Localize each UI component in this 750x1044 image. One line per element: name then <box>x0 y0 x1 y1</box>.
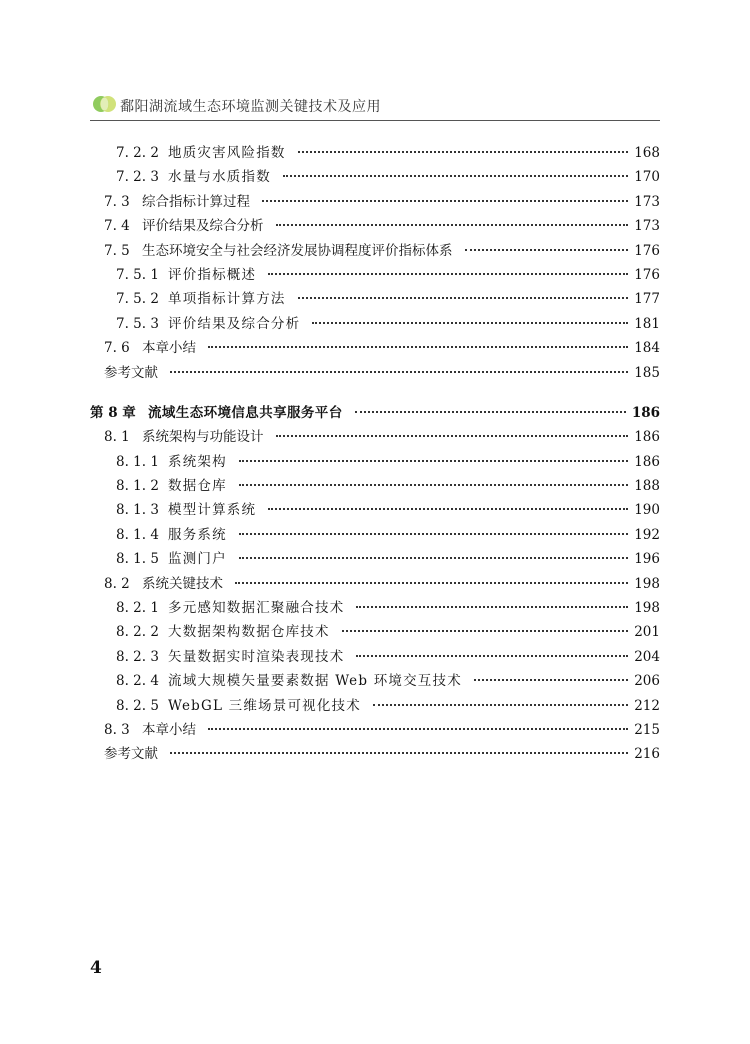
toc-entry-number: 7. 5 <box>104 242 130 259</box>
dot-leader <box>312 321 628 324</box>
toc-entry-page: 212 <box>634 697 660 714</box>
toc-entry-number: 8. 1. 4 <box>116 526 159 543</box>
toc-entry-number: 7. 5. 3 <box>116 315 159 332</box>
dot-leader <box>298 150 629 153</box>
toc-entry[interactable] <box>90 165 660 189</box>
dot-leader <box>239 532 628 535</box>
dot-leader <box>355 410 626 413</box>
toc-entry-number: 8. 2 <box>104 575 130 592</box>
dot-leader <box>208 345 628 348</box>
toc-entry[interactable] <box>90 572 660 596</box>
page-number: 4 <box>90 958 102 978</box>
toc-entry-number: 第 8 章 <box>90 404 136 421</box>
toc-entry-title: 评价结果及综合分析 <box>168 315 301 332</box>
toc-chapter-entry[interactable] <box>90 401 660 425</box>
dot-leader <box>268 507 628 510</box>
toc-entry-page: 198 <box>634 575 660 592</box>
dot-leader <box>474 678 628 681</box>
toc-entry[interactable] <box>90 312 660 336</box>
toc-entry-title: 本章小结 <box>142 340 196 357</box>
dot-leader <box>283 174 628 177</box>
toc-entry-number: 7. 5. 1 <box>116 266 159 283</box>
toc-entry-title: 水量与水质指数 <box>168 169 271 186</box>
toc-entry-title: 矢量数据实时渲染表现技术 <box>168 648 345 665</box>
toc-entry-page: 177 <box>634 291 660 308</box>
toc-entry-page: 170 <box>634 169 660 186</box>
toc-entry[interactable] <box>90 694 660 718</box>
table-of-contents <box>90 141 660 767</box>
toc-entry-number: 7. 2. 3 <box>116 169 159 186</box>
toc-entry-title: 大数据架构数据仓库技术 <box>168 624 330 641</box>
dot-leader <box>373 703 628 706</box>
dot-leader <box>262 199 628 202</box>
toc-entry[interactable] <box>90 718 660 742</box>
toc-entry[interactable] <box>90 336 660 360</box>
toc-entry[interactable] <box>90 287 660 311</box>
running-header <box>90 90 660 121</box>
toc-entry-number: 8. 2. 2 <box>116 624 159 641</box>
dot-leader <box>465 248 629 251</box>
toc-entry-title: 参考文献 <box>104 746 158 763</box>
toc-entry-number: 7. 5. 2 <box>116 291 159 308</box>
toc-references-entry[interactable] <box>90 742 660 766</box>
toc-entry-page: 173 <box>634 193 660 210</box>
toc-entry-page: 204 <box>634 648 660 665</box>
toc-entry-page: 188 <box>634 478 660 495</box>
toc-entry-title: 评价指标概述 <box>168 266 257 283</box>
toc-entry-page: 185 <box>634 364 660 381</box>
toc-entry-title: WebGL 三维场景可视化技术 <box>168 697 361 714</box>
toc-entry-page: 173 <box>634 218 660 235</box>
toc-entry-page: 198 <box>634 600 660 617</box>
toc-entry-title: 评价结果及综合分析 <box>142 218 264 235</box>
toc-entry-page: 201 <box>634 624 660 641</box>
toc-entry-page: 184 <box>634 340 660 357</box>
toc-entry-page: 186 <box>634 453 660 470</box>
toc-entry-number: 8. 2. 3 <box>116 648 159 665</box>
toc-entry-number: 8. 2. 4 <box>116 673 159 690</box>
toc-entry-number: 7. 6 <box>104 340 130 357</box>
toc-entry[interactable] <box>90 239 660 263</box>
toc-entry-page: 216 <box>634 746 660 763</box>
toc-entry-page: 181 <box>634 315 660 332</box>
dot-leader <box>235 581 628 584</box>
toc-entry-number: 8. 1. 3 <box>116 502 159 519</box>
toc-entry-number: 7. 4 <box>104 218 130 235</box>
toc-entry-title: 系统关键技术 <box>142 575 223 592</box>
toc-entry[interactable] <box>90 141 660 165</box>
toc-entry-number: 8. 3 <box>104 721 130 738</box>
toc-entry-number: 7. 2. 2 <box>116 145 159 161</box>
toc-entry[interactable] <box>90 620 660 644</box>
toc-entry-page: 206 <box>634 673 660 690</box>
toc-entry-number: 7. 3 <box>104 193 130 210</box>
toc-entry-page: 176 <box>634 242 660 259</box>
dot-leader <box>298 296 629 299</box>
toc-entry-page: 215 <box>634 721 660 738</box>
toc-entry-title: 参考文献 <box>104 364 158 381</box>
dot-leader <box>356 654 628 657</box>
toc-entry-title: 生态环境安全与社会经济发展协调程度评价指标体系 <box>142 242 453 259</box>
toc-entry-page: 176 <box>634 266 660 283</box>
toc-entry[interactable] <box>90 596 660 620</box>
toc-entry-title: 流域大规模矢量要素数据 Web 环境交互技术 <box>168 673 462 690</box>
toc-entry-title: 本章小结 <box>142 721 196 738</box>
toc-entry-number: 8. 1 <box>104 429 130 446</box>
toc-entry-number: 8. 2. 5 <box>116 697 159 714</box>
toc-entry-number: 8. 2. 1 <box>116 600 159 617</box>
toc-entry-title: 地质灾害风险指数 <box>168 145 286 161</box>
toc-entry-title: 综合指标计算过程 <box>142 193 250 210</box>
dot-leader <box>268 272 628 275</box>
toc-entry-title: 服务系统 <box>168 526 227 543</box>
toc-references-entry[interactable] <box>90 361 660 385</box>
dot-leader <box>170 751 628 754</box>
toc-entry-title: 单项指标计算方法 <box>168 291 286 308</box>
toc-entry-title: 流域生态环境信息共享服务平台 <box>148 404 343 421</box>
toc-entry-page: 190 <box>634 502 660 519</box>
toc-entry-page: 186 <box>634 429 660 446</box>
toc-entry[interactable] <box>90 645 660 669</box>
book-logo-icon <box>92 95 118 113</box>
dot-leader <box>239 459 628 462</box>
dot-leader <box>276 434 629 437</box>
toc-entry-number: 8. 1. 2 <box>116 478 159 495</box>
dot-leader <box>342 629 629 632</box>
toc-entry[interactable] <box>90 474 660 498</box>
toc-entry[interactable] <box>90 190 660 214</box>
dot-leader <box>276 223 629 226</box>
toc-entry[interactable] <box>90 450 660 474</box>
toc-entry-page: 196 <box>634 551 660 568</box>
toc-entry-page: 192 <box>634 526 660 543</box>
dot-leader <box>170 370 628 373</box>
toc-entry-title: 数据仓库 <box>168 478 227 495</box>
dot-leader <box>239 483 628 486</box>
toc-entry[interactable] <box>90 669 660 693</box>
toc-entry[interactable] <box>90 498 660 522</box>
toc-entry-title: 系统架构与功能设计 <box>142 429 264 446</box>
toc-entry-title: 多元感知数据汇聚融合技术 <box>168 600 345 617</box>
toc-entry-number: 8. 1. 1 <box>116 453 159 470</box>
dot-leader <box>208 727 628 730</box>
toc-entry-number: 8. 1. 5 <box>116 551 159 568</box>
toc-entry[interactable] <box>90 214 660 238</box>
dot-leader <box>239 556 628 559</box>
dot-leader <box>356 605 628 608</box>
toc-entry-title: 系统架构 <box>168 453 227 470</box>
toc-entry[interactable] <box>90 425 660 449</box>
toc-entry[interactable] <box>90 263 660 287</box>
toc-entry-title: 监测门户 <box>168 551 227 568</box>
toc-entry-title: 模型计算系统 <box>168 502 257 519</box>
toc-entry-page: 168 <box>634 145 660 161</box>
toc-entry[interactable] <box>90 523 660 547</box>
toc-entry[interactable] <box>90 547 660 571</box>
book-title: 鄱阳湖流域生态环境监测关键技术及应用 <box>120 99 381 115</box>
toc-entry-page: 186 <box>631 404 660 421</box>
